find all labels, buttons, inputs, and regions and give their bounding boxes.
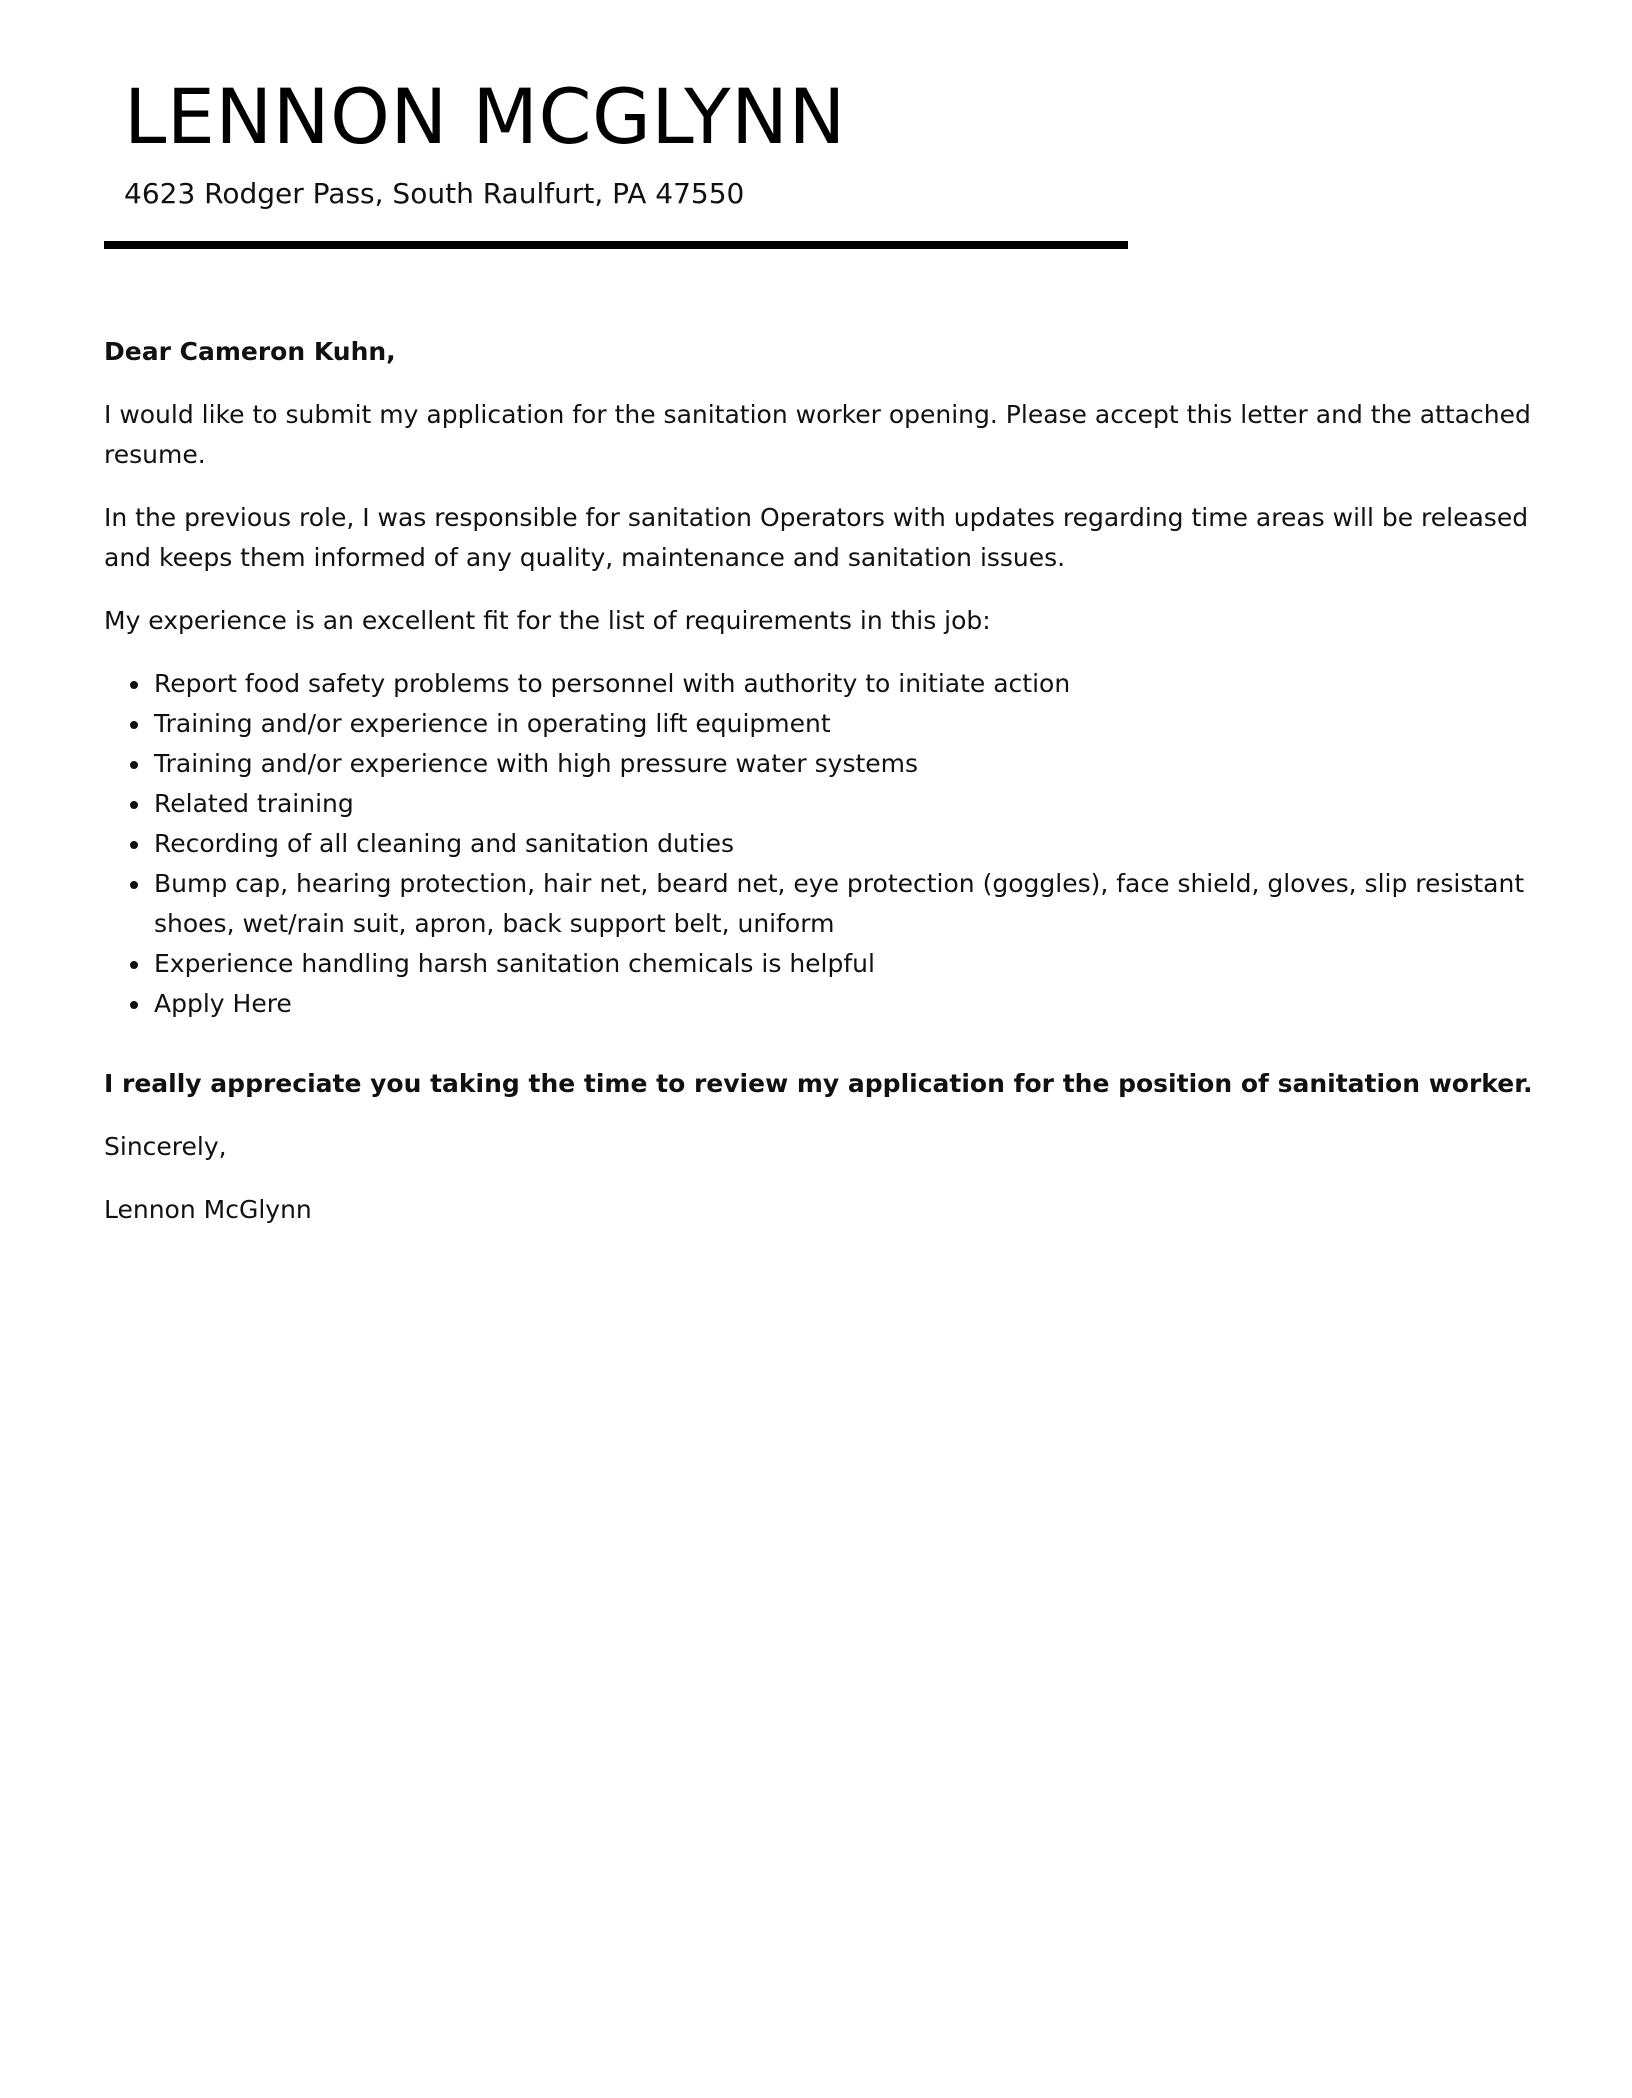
list-item: • Experience handling harsh sanitation chemicals is helpful [152,944,1534,984]
valediction: Sincerely, [104,1132,227,1161]
header-divider [104,241,1128,249]
applicant-name: LENNON MCGLYNN [124,72,846,161]
closing-statement: I really appreciate you taking the time to review my application for the position of sanitation worker. [104,1069,1533,1098]
letter-body [104,332,1534,1253]
applicant-address: 4623 Rodger Pass, South Raulfurt, PA 47550 [124,177,745,210]
intro-paragraph: I would like to submit my application for the sanitation worker opening. Please accept this letter and the attached resume. [104,400,1531,469]
list-item: • Related training [152,784,1534,824]
list-item: • Recording of all cleaning and sanitation duties [152,824,1534,864]
letter-header [124,72,1124,214]
experience-paragraph: In the previous role, I was responsible for sanitation Operators with updates regarding time areas will be released and keeps them informed of any quality, maintenance and sanitation issues. [104,503,1529,572]
list-item: • Report food safety problems to personnel with authority to initiate action [152,664,1534,704]
list-item: • Training and/or experience in operating lift equipment [152,704,1534,744]
signature-name: Lennon McGlynn [104,1195,312,1224]
list-item: • Training and/or experience with high pressure water systems [152,744,1534,784]
list-item: • Bump cap, hearing protection, hair net, beard net, eye protection (goggles), face shield, gloves, slip resistant shoes, wet/rain suit, apron, back support belt, uniform [152,864,1534,944]
list-item: • Apply Here [152,984,1534,1024]
requirements-intro: My experience is an excellent fit for the list of requirements in this job: [104,606,991,635]
salutation: Dear Cameron Kuhn, [104,337,396,366]
requirements-list [104,664,1534,1024]
